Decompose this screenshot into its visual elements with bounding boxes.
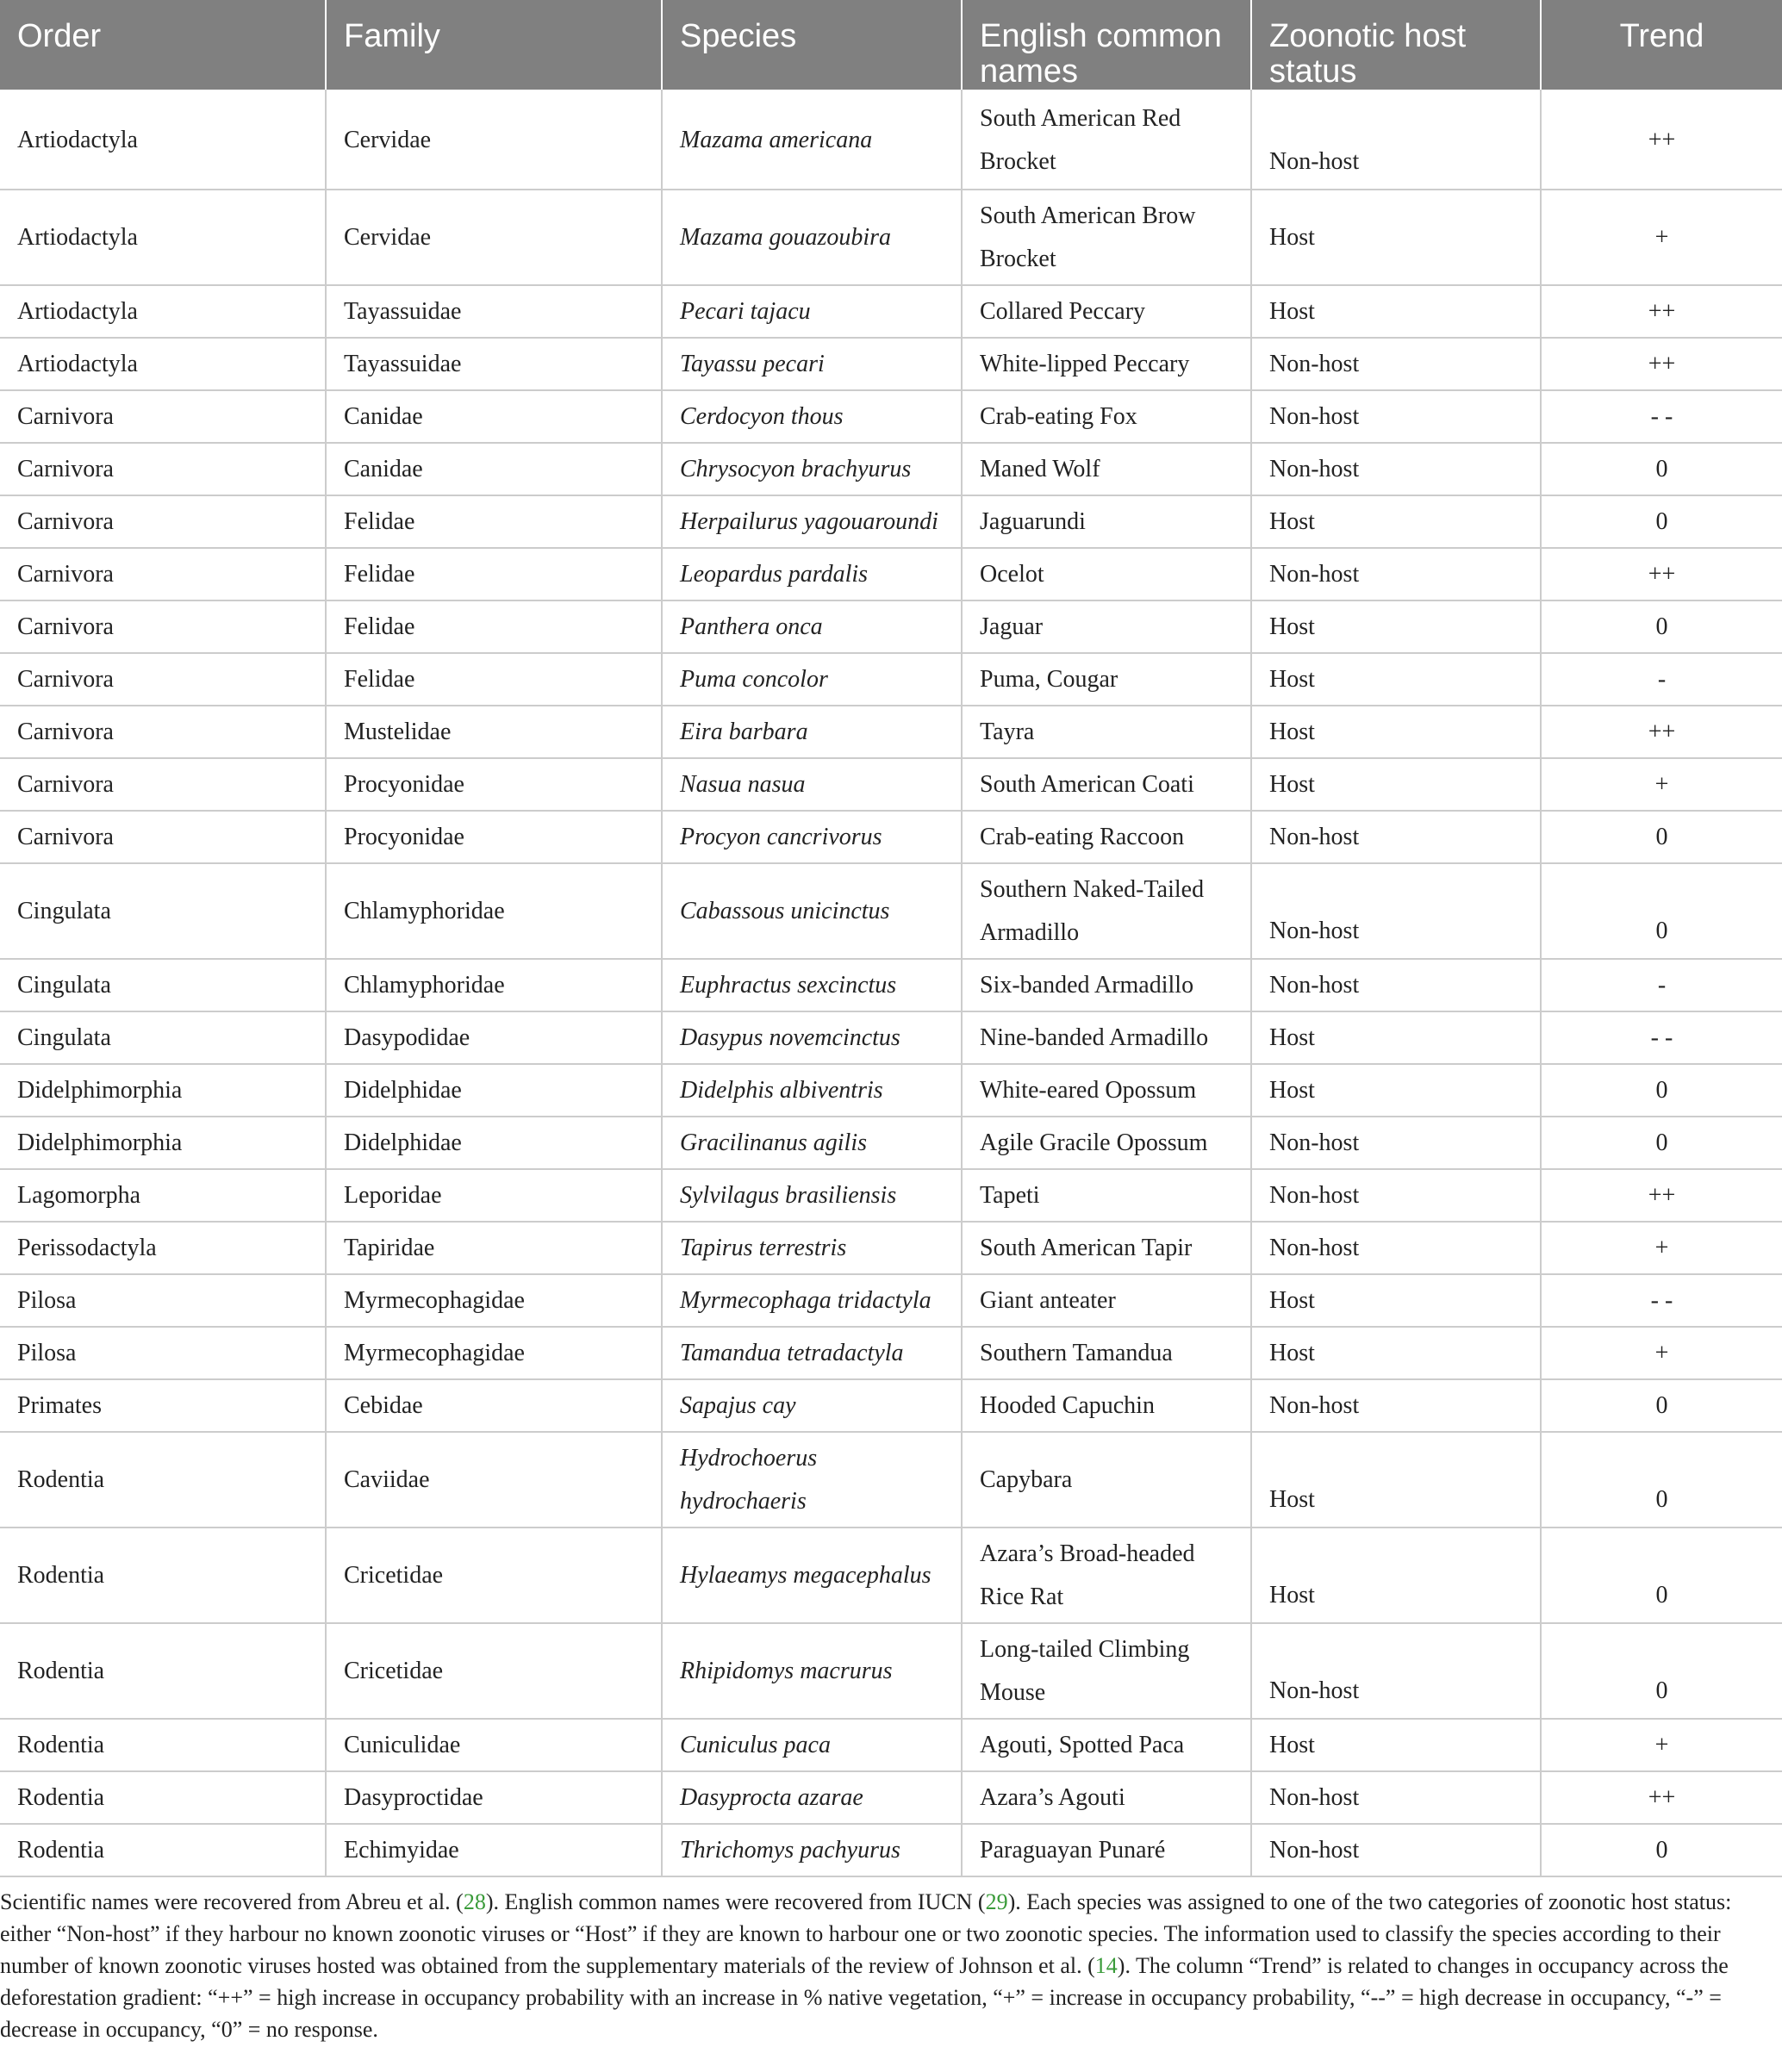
host-status-cell: Non-host: [1251, 1222, 1541, 1274]
common-name-cell: Giant anteater: [962, 1274, 1251, 1327]
family-cell: Cervidae: [326, 90, 662, 190]
table-row: [0, 811, 1782, 863]
table-row: [0, 1064, 1782, 1117]
common-name-cell: South American Red Brocket: [962, 90, 1251, 190]
order-cell: Artiodactyla: [0, 190, 326, 285]
family-cell: Echimyidae: [326, 1824, 662, 1876]
host-status-cell: Non-host: [1251, 390, 1541, 443]
order-cell: Artiodactyla: [0, 338, 326, 390]
common-name-cell: Hooded Capuchin: [962, 1379, 1251, 1432]
trend-cell: 0: [1541, 1528, 1782, 1623]
host-status-cell: Non-host: [1251, 811, 1541, 863]
trend-cell: ++: [1541, 706, 1782, 758]
table-row: [0, 548, 1782, 600]
species-cell: Cerdocyon thous: [662, 390, 962, 443]
species-cell: Euphractus sexcinctus: [662, 959, 962, 1011]
table-row: [0, 1222, 1782, 1274]
host-status-cell: Host: [1251, 600, 1541, 653]
family-cell: Cricetidae: [326, 1528, 662, 1623]
family-cell: Tapiridae: [326, 1222, 662, 1274]
common-name-cell: Ocelot: [962, 548, 1251, 600]
table-header: [0, 0, 1782, 90]
order-cell: Carnivora: [0, 548, 326, 600]
table-row: [0, 1719, 1782, 1771]
table-row: [0, 1771, 1782, 1824]
trend-cell: 0: [1541, 1432, 1782, 1528]
table-row: [0, 495, 1782, 548]
table-row: [0, 1327, 1782, 1379]
host-status-cell: Non-host: [1251, 1169, 1541, 1222]
family-cell: Didelphidae: [326, 1117, 662, 1169]
species-cell: Mazama americana: [662, 90, 962, 190]
footnote-ref-14[interactable]: 14: [1094, 1953, 1118, 1978]
species-cell: Thrichomys pachyurus: [662, 1824, 962, 1876]
trend-cell: 0: [1541, 1064, 1782, 1117]
header-trend: Trend: [1541, 0, 1782, 90]
trend-cell: -: [1541, 653, 1782, 706]
table-row: [0, 1528, 1782, 1623]
order-cell: Carnivora: [0, 758, 326, 811]
host-status-cell: Non-host: [1251, 443, 1541, 495]
trend-cell: 0: [1541, 1824, 1782, 1876]
family-cell: Felidae: [326, 600, 662, 653]
order-cell: Didelphimorphia: [0, 1117, 326, 1169]
species-cell: Leopardus pardalis: [662, 548, 962, 600]
family-cell: Felidae: [326, 495, 662, 548]
table-row: [0, 1274, 1782, 1327]
species-cell: Dasyprocta azarae: [662, 1771, 962, 1824]
host-status-cell: Host: [1251, 1064, 1541, 1117]
common-name-cell: South American Coati: [962, 758, 1251, 811]
trend-cell: +: [1541, 758, 1782, 811]
host-status-cell: Non-host: [1251, 1824, 1541, 1876]
table-row: [0, 706, 1782, 758]
trend-cell: +: [1541, 1719, 1782, 1771]
trend-cell: +: [1541, 1222, 1782, 1274]
family-cell: Dasyproctidae: [326, 1771, 662, 1824]
species-cell: Hydrochoerus hydrochaeris: [662, 1432, 962, 1528]
header-family: Family: [326, 0, 662, 90]
host-status-cell: Host: [1251, 1274, 1541, 1327]
order-cell: Cingulata: [0, 1011, 326, 1064]
order-cell: Carnivora: [0, 600, 326, 653]
trend-cell: 0: [1541, 600, 1782, 653]
order-cell: Carnivora: [0, 443, 326, 495]
footnote-ref-29[interactable]: 29: [985, 1889, 1008, 1914]
common-name-cell: Paraguayan Punaré: [962, 1824, 1251, 1876]
order-cell: Lagomorpha: [0, 1169, 326, 1222]
species-cell: Eira barbara: [662, 706, 962, 758]
family-cell: Chlamyphoridae: [326, 959, 662, 1011]
header-species: Species: [662, 0, 962, 90]
host-status-cell: Non-host: [1251, 1623, 1541, 1719]
species-cell: Mazama gouazoubira: [662, 190, 962, 285]
species-cell: Chrysocyon brachyurus: [662, 443, 962, 495]
host-status-cell: Non-host: [1251, 1117, 1541, 1169]
order-cell: Pilosa: [0, 1274, 326, 1327]
order-cell: Rodentia: [0, 1824, 326, 1876]
family-cell: Procyonidae: [326, 758, 662, 811]
order-cell: Carnivora: [0, 653, 326, 706]
host-status-cell: Non-host: [1251, 548, 1541, 600]
common-name-cell: Jaguarundi: [962, 495, 1251, 548]
table-row: [0, 338, 1782, 390]
trend-cell: 0: [1541, 811, 1782, 863]
common-name-cell: Collared Peccary: [962, 285, 1251, 338]
table-row: [0, 653, 1782, 706]
host-status-cell: Non-host: [1251, 1379, 1541, 1432]
table-row: [0, 863, 1782, 959]
host-status-cell: Host: [1251, 1327, 1541, 1379]
host-status-cell: Non-host: [1251, 863, 1541, 959]
family-cell: Caviidae: [326, 1432, 662, 1528]
trend-cell: ++: [1541, 1169, 1782, 1222]
table-row: [0, 190, 1782, 285]
family-cell: Myrmecophagidae: [326, 1274, 662, 1327]
host-status-cell: Non-host: [1251, 90, 1541, 190]
common-name-cell: Southern Naked-Tailed Armadillo: [962, 863, 1251, 959]
table-row: [0, 90, 1782, 190]
trend-cell: -: [1541, 959, 1782, 1011]
order-cell: Didelphimorphia: [0, 1064, 326, 1117]
species-cell: Nasua nasua: [662, 758, 962, 811]
family-cell: Cuniculidae: [326, 1719, 662, 1771]
common-name-cell: Maned Wolf: [962, 443, 1251, 495]
host-status-cell: Host: [1251, 190, 1541, 285]
host-status-cell: Host: [1251, 1528, 1541, 1623]
trend-cell: 0: [1541, 1379, 1782, 1432]
table-row: [0, 959, 1782, 1011]
table-row: [0, 758, 1782, 811]
family-cell: Cervidae: [326, 190, 662, 285]
trend-cell: 0: [1541, 495, 1782, 548]
footnote-text-3: ). Each species was assigned to one of the two categories of zoonotic host status: either “Non-host” if they harbour no known zoonotic viruses or “Host” if they are known to harbour one or two zoonotic species. The information used to classify the species according to their number of known zoonotic viruses hosted was obtained from the supplementary materials of the review of Johnson et al. (: [0, 1889, 1732, 1978]
table-row: [0, 390, 1782, 443]
common-name-cell: White-eared Opossum: [962, 1064, 1251, 1117]
order-cell: Carnivora: [0, 811, 326, 863]
family-cell: Cebidae: [326, 1379, 662, 1432]
host-status-cell: Host: [1251, 1432, 1541, 1528]
host-status-cell: Host: [1251, 495, 1541, 548]
trend-cell: ++: [1541, 285, 1782, 338]
common-name-cell: South American Brow Brocket: [962, 190, 1251, 285]
order-cell: Cingulata: [0, 863, 326, 959]
family-cell: Canidae: [326, 390, 662, 443]
family-cell: Felidae: [326, 548, 662, 600]
species-cell: Tamandua tetradactyla: [662, 1327, 962, 1379]
common-name-cell: Six-banded Armadillo: [962, 959, 1251, 1011]
family-cell: Cricetidae: [326, 1623, 662, 1719]
trend-cell: 0: [1541, 1623, 1782, 1719]
common-name-cell: Crab-eating Fox: [962, 390, 1251, 443]
species-cell: Panthera onca: [662, 600, 962, 653]
table-row: [0, 1824, 1782, 1876]
species-cell: Gracilinanus agilis: [662, 1117, 962, 1169]
order-cell: Cingulata: [0, 959, 326, 1011]
common-name-cell: Jaguar: [962, 600, 1251, 653]
species-cell: Myrmecophaga tridactyla: [662, 1274, 962, 1327]
family-cell: Leporidae: [326, 1169, 662, 1222]
host-status-cell: Host: [1251, 1719, 1541, 1771]
order-cell: Artiodactyla: [0, 285, 326, 338]
host-status-cell: Non-host: [1251, 338, 1541, 390]
table-row: [0, 600, 1782, 653]
header-common-names: English common names: [962, 0, 1251, 90]
family-cell: Tayassuidae: [326, 338, 662, 390]
host-status-cell: Host: [1251, 285, 1541, 338]
order-cell: Pilosa: [0, 1327, 326, 1379]
species-cell: Tapirus terrestris: [662, 1222, 962, 1274]
table-row: [0, 1117, 1782, 1169]
trend-cell: ++: [1541, 1771, 1782, 1824]
common-name-cell: South American Tapir: [962, 1222, 1251, 1274]
common-name-cell: Azara’s Broad-headed Rice Rat: [962, 1528, 1251, 1623]
trend-cell: ++: [1541, 548, 1782, 600]
common-name-cell: Southern Tamandua: [962, 1327, 1251, 1379]
trend-cell: - -: [1541, 390, 1782, 443]
order-cell: Carnivora: [0, 706, 326, 758]
table-row: [0, 1011, 1782, 1064]
common-name-cell: White-lipped Peccary: [962, 338, 1251, 390]
host-status-cell: Host: [1251, 1011, 1541, 1064]
species-cell: Sylvilagus brasiliensis: [662, 1169, 962, 1222]
common-name-cell: Nine-banded Armadillo: [962, 1011, 1251, 1064]
species-cell: Cabassous unicinctus: [662, 863, 962, 959]
family-cell: Felidae: [326, 653, 662, 706]
table-row: [0, 1169, 1782, 1222]
trend-cell: - -: [1541, 1011, 1782, 1064]
species-cell: Pecari tajacu: [662, 285, 962, 338]
species-cell: Hylaeamys megacephalus: [662, 1528, 962, 1623]
order-cell: Rodentia: [0, 1528, 326, 1623]
order-cell: Primates: [0, 1379, 326, 1432]
header-host-status: Zoonotic host status: [1251, 0, 1541, 90]
trend-cell: - -: [1541, 1274, 1782, 1327]
footnote-text-2: ). English common names were recovered from IUCN (: [485, 1889, 986, 1914]
trend-cell: ++: [1541, 338, 1782, 390]
order-cell: Carnivora: [0, 495, 326, 548]
species-cell: Puma concolor: [662, 653, 962, 706]
order-cell: Carnivora: [0, 390, 326, 443]
species-cell: Sapajus cay: [662, 1379, 962, 1432]
trend-cell: 0: [1541, 1117, 1782, 1169]
common-name-cell: Crab-eating Raccoon: [962, 811, 1251, 863]
species-cell: Tayassu pecari: [662, 338, 962, 390]
species-cell: Herpailurus yagouaroundi: [662, 495, 962, 548]
order-cell: Artiodactyla: [0, 90, 326, 190]
table-row: [0, 1623, 1782, 1719]
order-cell: Rodentia: [0, 1623, 326, 1719]
table-row: [0, 1432, 1782, 1528]
host-status-cell: Host: [1251, 758, 1541, 811]
species-cell: Procyon cancrivorus: [662, 811, 962, 863]
trend-cell: 0: [1541, 863, 1782, 959]
host-status-cell: Host: [1251, 706, 1541, 758]
footnote-text-4: ). The column “Trend” is related to changes in occupancy across the deforestation gradient: “++” = high increase in occupancy probability with an increase in % native vegetation, “+” = increase in occupancy probability, “--” = high decrease in occupancy, “-” = decrease in occupancy, “0” = no response.: [0, 1953, 1729, 2042]
trend-cell: ++: [1541, 90, 1782, 190]
family-cell: Mustelidae: [326, 706, 662, 758]
family-cell: Myrmecophagidae: [326, 1327, 662, 1379]
table-footnote: [0, 1877, 1775, 2045]
order-cell: Rodentia: [0, 1432, 326, 1528]
trend-cell: 0: [1541, 443, 1782, 495]
order-cell: Rodentia: [0, 1719, 326, 1771]
species-cell: Didelphis albiventris: [662, 1064, 962, 1117]
family-cell: Didelphidae: [326, 1064, 662, 1117]
family-cell: Dasypodidae: [326, 1011, 662, 1064]
order-cell: Perissodactyla: [0, 1222, 326, 1274]
family-cell: Chlamyphoridae: [326, 863, 662, 959]
common-name-cell: Puma, Cougar: [962, 653, 1251, 706]
common-name-cell: Azara’s Agouti: [962, 1771, 1251, 1824]
trend-cell: +: [1541, 190, 1782, 285]
order-cell: Rodentia: [0, 1771, 326, 1824]
table-row: [0, 443, 1782, 495]
host-status-cell: Host: [1251, 653, 1541, 706]
family-cell: Canidae: [326, 443, 662, 495]
footnote-text-1: Scientific names were recovered from Abreu et al. (: [0, 1889, 464, 1914]
species-cell: Rhipidomys macrurus: [662, 1623, 962, 1719]
common-name-cell: Agile Gracile Opossum: [962, 1117, 1251, 1169]
common-name-cell: Capybara: [962, 1432, 1251, 1528]
host-status-cell: Non-host: [1251, 1771, 1541, 1824]
table-body: [0, 90, 1782, 1876]
species-cell: Cuniculus paca: [662, 1719, 962, 1771]
table-row: [0, 1379, 1782, 1432]
common-name-cell: Long-tailed Climbing Mouse: [962, 1623, 1251, 1719]
trend-cell: +: [1541, 1327, 1782, 1379]
host-status-cell: Non-host: [1251, 959, 1541, 1011]
common-name-cell: Tapeti: [962, 1169, 1251, 1222]
table-row: [0, 285, 1782, 338]
species-cell: Dasypus novemcinctus: [662, 1011, 962, 1064]
common-name-cell: Agouti, Spotted Paca: [962, 1719, 1251, 1771]
family-cell: Procyonidae: [326, 811, 662, 863]
common-name-cell: Tayra: [962, 706, 1251, 758]
family-cell: Tayassuidae: [326, 285, 662, 338]
header-order: Order: [0, 0, 326, 90]
footnote-ref-28[interactable]: 28: [463, 1889, 486, 1914]
